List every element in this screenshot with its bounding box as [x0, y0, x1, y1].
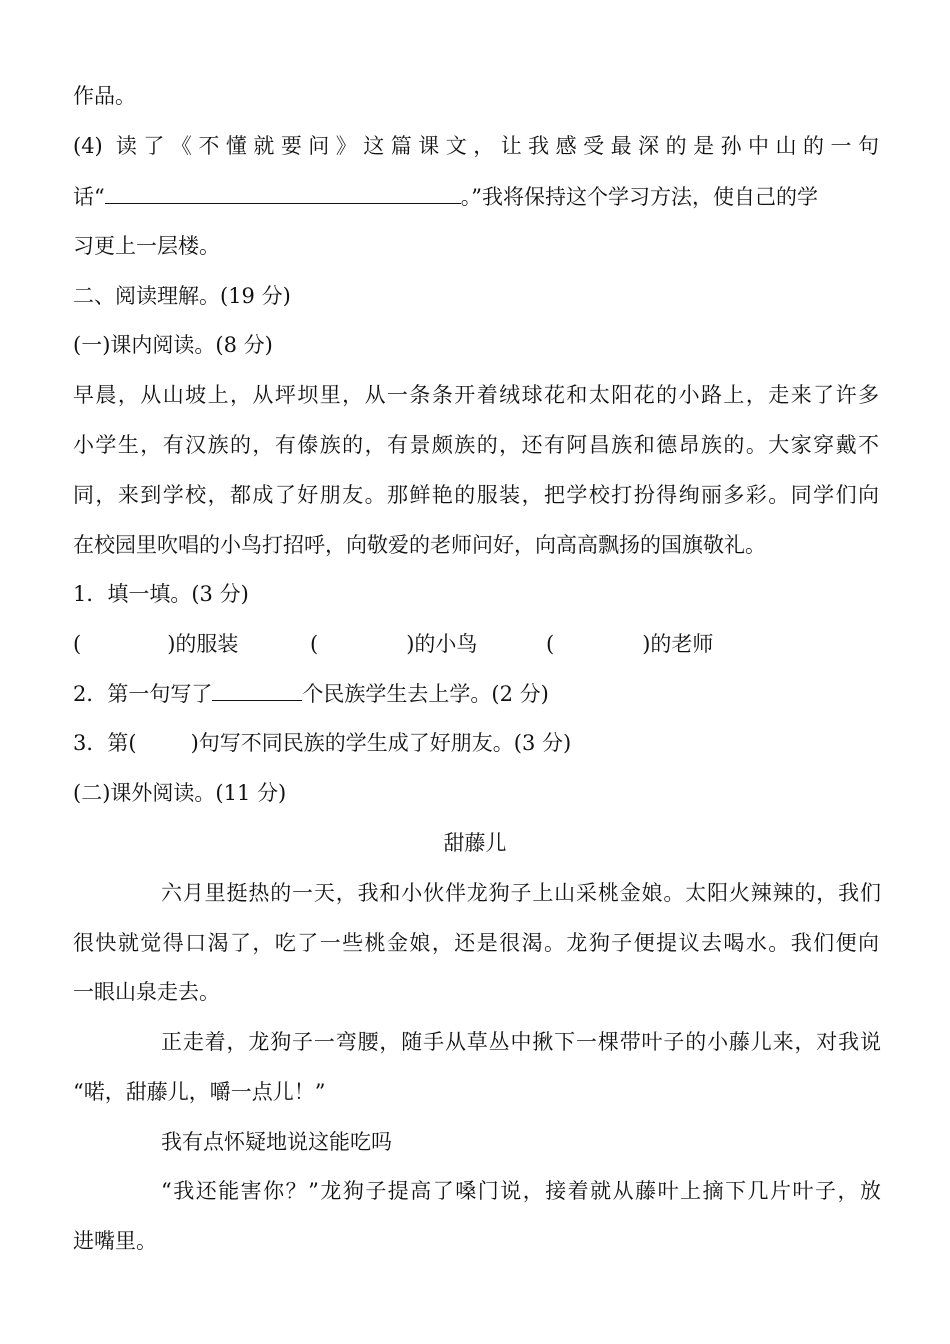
subsection-1-heading: (一)课内阅读。(8 分) [73, 333, 273, 357]
passage-1-line-2: 小学生，有汉族的，有傣族的，有景颇族的，还有阿昌族和德昂族的。大家穿戴不 [73, 433, 879, 457]
fill-in-row [73, 629, 879, 659]
question-4-quote-close: 。”我将保持这个学习方法，使自己的学 [460, 185, 818, 209]
question-4-line-3: 习更上一层楼。 [73, 234, 220, 258]
section-2-heading: 二、阅读理解。(19 分) [73, 284, 291, 308]
fill-item-teacher[interactable]: ( )的老师 [546, 632, 714, 656]
passage-1-line-1: 早晨，从山坡上，从坪坝里，从一条条开着绒球花和太阳花的小路上，走来了许多 [73, 383, 879, 407]
story-p2-line-2: “喏，甜藤儿，嚼一点儿！” [73, 1080, 326, 1104]
question-2: 2．第一句写了 个民族学生去上学。(2 分) [73, 678, 879, 708]
question-4-quote-open: 话“ [73, 185, 105, 209]
question-4-line-2 [73, 181, 879, 211]
question-4-line-1: (4) 读了《不懂就要问》这篇课文，让我感受最深的是孙中山的一句 [73, 134, 879, 158]
question-3: 3．第( )句写不同民族的学生成了好朋友。(3 分) [73, 731, 572, 755]
fill-item-clothing[interactable]: ( )的服装 [73, 632, 239, 656]
story-p1-line-3: 一眼山泉走去。 [73, 980, 220, 1004]
story-p3: 我有点怀疑地说这能吃吗 [161, 1130, 392, 1154]
subsection-2-heading: (二)课外阅读。(11 分) [73, 781, 287, 805]
story-p1-line-1: 六月里挺热的一天，我和小伙伴龙狗子上山采桃金娘。太阳火辣辣的，我们 [161, 881, 881, 905]
question-2-answer-blank[interactable] [212, 678, 302, 701]
story-title: 甜藤儿 [443, 831, 507, 855]
story-p1-line-2: 很快就觉得口渴了，吃了一些桃金娘，还是很渴。龙狗子便提议去喝水。我们便向 [73, 931, 879, 955]
story-p2-line-1: 正走着，龙狗子一弯腰，随手从草丛中揪下一棵带叶子的小藤儿来，对我说 [161, 1030, 881, 1054]
story-p4-line-2: 进嘴里。 [73, 1229, 157, 1253]
passage-1-line-3: 同，来到学校，都成了好朋友。那鲜艳的服装，把学校打扮得绚丽多彩。同学们向 [73, 483, 879, 507]
continued-text-line: 作品。 [73, 84, 136, 108]
question-4-answer-blank[interactable] [105, 181, 461, 204]
passage-1-line-4: 在校园里吹唱的小鸟打招呼，向敬爱的老师问好，向高高飘扬的国旗敬礼。 [73, 533, 766, 557]
fill-item-bird[interactable]: ( )的小鸟 [310, 632, 478, 656]
story-p4-line-1: “我还能害你？”龙狗子提高了嗓门说，接着就从藤叶上摘下几片叶子，放 [161, 1179, 881, 1203]
question-1-heading: 1．填一填。(3 分) [73, 582, 249, 606]
